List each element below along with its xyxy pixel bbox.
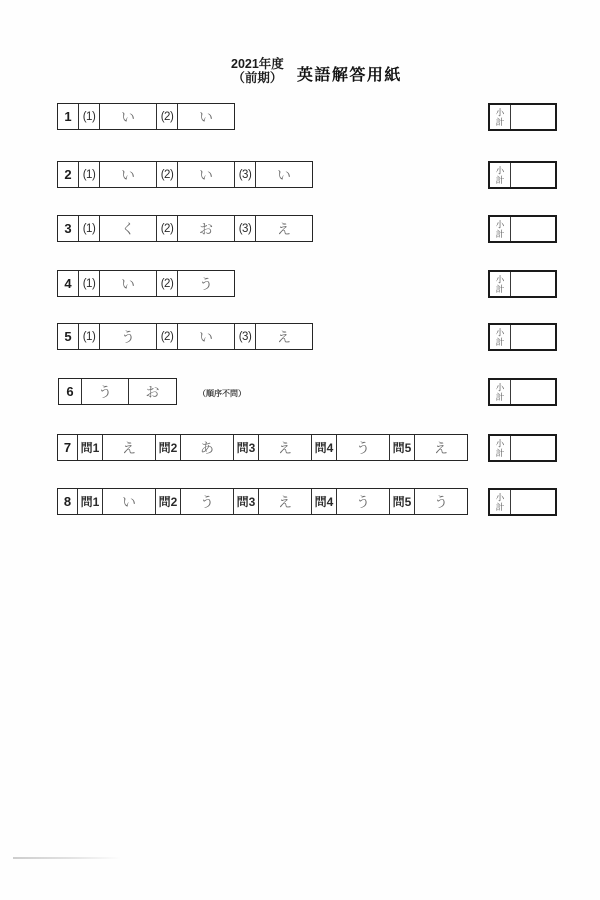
sub-question-label: 問5	[389, 435, 414, 460]
subtotal-field	[511, 105, 555, 129]
sub-question-label: 問2	[155, 435, 180, 460]
question-number: 3	[64, 221, 72, 236]
answer-row-1	[57, 103, 235, 130]
subtotal-field	[511, 380, 555, 404]
answer-cell: う	[81, 379, 128, 404]
subtotal-field	[511, 436, 555, 460]
title-year: 2021年度	[231, 57, 284, 71]
subtotal-label: 小計	[490, 163, 511, 187]
answer-row-7	[57, 434, 468, 461]
sub-question-label: (2)	[156, 162, 177, 187]
answer-row-4	[57, 270, 235, 297]
question-number: 4	[64, 276, 72, 291]
answer-cell: え	[255, 324, 312, 349]
question-number: 6	[66, 384, 74, 399]
subtotal-box-5	[488, 323, 557, 351]
title-year-term	[231, 57, 284, 85]
sub-question-label: (3)	[234, 216, 255, 241]
answer-cell: く	[99, 216, 156, 241]
sub-question-label: 問5	[389, 489, 414, 514]
answer-cell: え	[258, 489, 311, 514]
answer-row-6	[58, 378, 246, 405]
answer-row-2	[57, 161, 313, 188]
sheet-title: 英語解答用紙	[296, 67, 402, 84]
answer-row-8	[57, 488, 468, 515]
sub-question-label: (3)	[234, 162, 255, 187]
subtotal-box-2	[488, 161, 557, 189]
sub-question-label: 問4	[311, 435, 336, 460]
answer-row-3	[57, 215, 313, 242]
subtotal-box-1	[488, 103, 557, 131]
answer-cell: お	[128, 379, 176, 404]
order-note: （順序不問）	[198, 389, 246, 398]
sub-question-label: (2)	[156, 216, 177, 241]
subtotal-field	[511, 325, 555, 349]
sub-question-label: 問3	[233, 435, 258, 460]
answer-cell: え	[255, 216, 312, 241]
question-number: 1	[64, 109, 72, 124]
subtotal-box-6	[488, 378, 557, 406]
answer-row-5	[57, 323, 313, 350]
sub-question-label: (1)	[78, 162, 99, 187]
answer-cell: う	[336, 435, 389, 460]
subtotal-label: 小計	[490, 272, 511, 296]
subtotal-label: 小計	[490, 217, 511, 241]
subtotal-box-7	[488, 434, 557, 462]
answer-cell: い	[99, 271, 156, 296]
answer-cell: あ	[180, 435, 233, 460]
sub-question-label: (2)	[156, 324, 177, 349]
scan-artifact-line	[13, 857, 121, 859]
subtotal-field	[511, 490, 555, 514]
answer-cell: い	[177, 162, 234, 187]
answer-cell: う	[414, 489, 467, 514]
subtotal-label: 小計	[490, 436, 511, 460]
sub-question-label: (1)	[78, 104, 99, 129]
sub-question-label: (1)	[78, 271, 99, 296]
sub-question-label: (2)	[156, 271, 177, 296]
answer-cell: い	[255, 162, 312, 187]
sub-question-label: 問2	[155, 489, 180, 514]
question-number: 8	[63, 494, 72, 509]
subtotal-field	[511, 163, 555, 187]
answer-cell: う	[177, 271, 234, 296]
sub-question-label: 問4	[311, 489, 336, 514]
subtotal-box-3	[488, 215, 557, 243]
question-number: 5	[64, 329, 72, 344]
answer-cell: え	[102, 435, 155, 460]
sub-question-label: 問1	[77, 435, 102, 460]
answer-cell: う	[99, 324, 156, 349]
answer-cell: う	[336, 489, 389, 514]
sub-question-label: (1)	[78, 324, 99, 349]
answer-cell: い	[177, 104, 234, 129]
subtotal-label: 小計	[490, 105, 511, 129]
subtotal-label: 小計	[490, 490, 511, 514]
answer-cell: い	[102, 489, 155, 514]
subtotal-field	[511, 217, 555, 241]
sub-question-label: (1)	[78, 216, 99, 241]
subtotal-box-4	[488, 270, 557, 298]
answer-cell: え	[258, 435, 311, 460]
question-number: 2	[64, 167, 72, 182]
sub-question-label: 問1	[77, 489, 102, 514]
subtotal-label: 小計	[490, 380, 511, 404]
subtotal-box-8	[488, 488, 557, 516]
title-block	[231, 57, 402, 85]
sub-question-label: 問3	[233, 489, 258, 514]
answer-cell: う	[180, 489, 233, 514]
question-number: 7	[63, 440, 72, 455]
answer-cell: え	[414, 435, 467, 460]
sub-question-label: (2)	[156, 104, 177, 129]
answer-cell: い	[99, 104, 156, 129]
subtotal-label: 小計	[490, 325, 511, 349]
answer-cell: お	[177, 216, 234, 241]
answer-cell: い	[99, 162, 156, 187]
sub-question-label: (3)	[234, 324, 255, 349]
subtotal-field	[511, 272, 555, 296]
answer-cell: い	[177, 324, 234, 349]
title-term: （前期）	[232, 71, 283, 85]
